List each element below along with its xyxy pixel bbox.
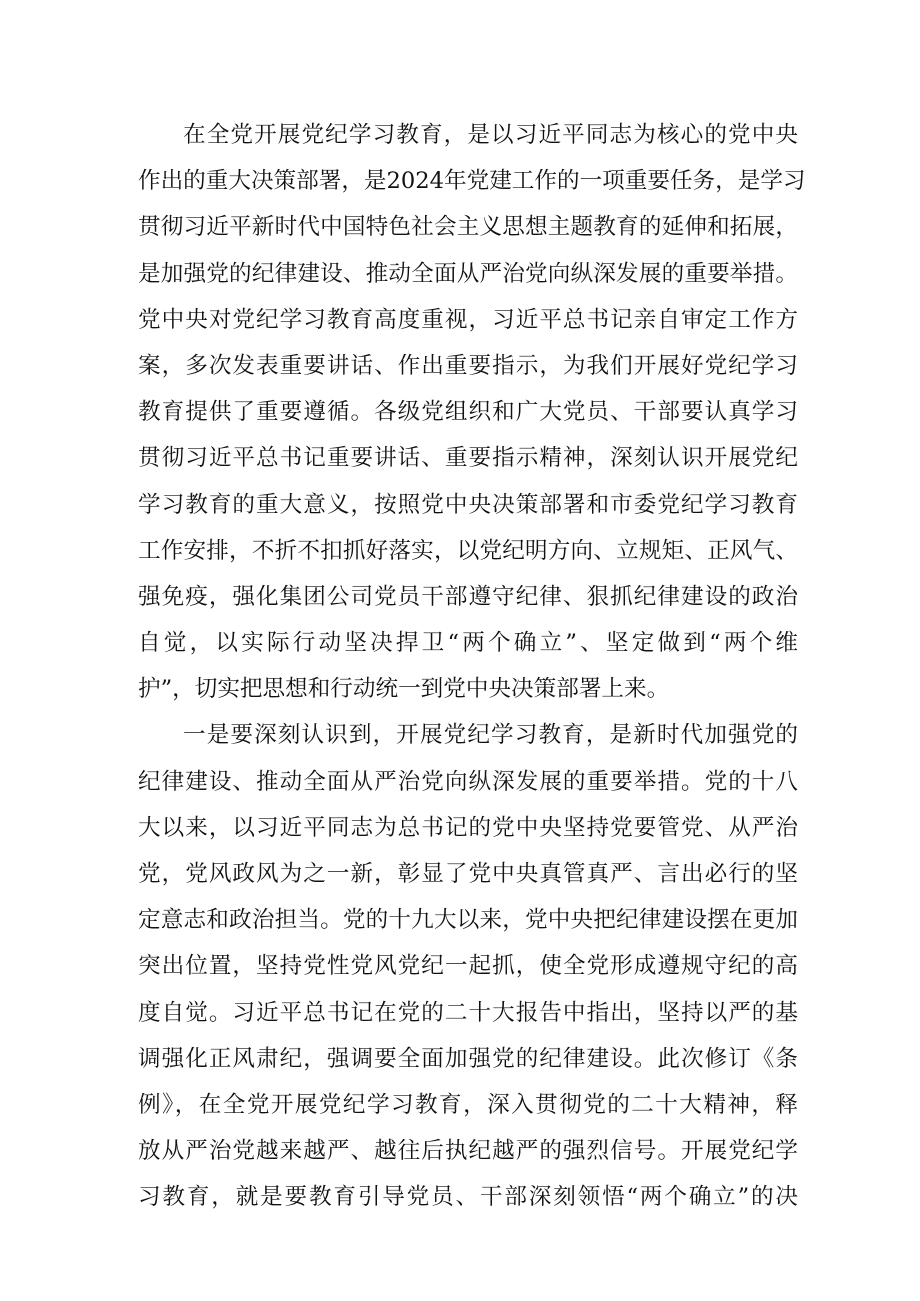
text-line: 教育提供了重要遵循。各级党组织和广大党员、干部要认真学习: [138, 399, 798, 426]
text-line: 在全党开展党纪学习教育，是以习近平同志为核心的党中央: [183, 122, 798, 148]
text-line: 学习教育的重大意义，按照党中央决策部署和市委党纪学习教育: [138, 491, 798, 518]
text-line: 工作安排，不折不扣抓好落实，以党纪明方向、立规矩、正风气、: [138, 537, 798, 564]
text-line: 大以来，以习近平同志为总书记的党中央坚持党要管党、从严治: [138, 814, 798, 841]
text-line: 例》，在全党开展党纪学习教育，深入贯彻党的二十大精神，释: [138, 1091, 798, 1118]
text-line: 自觉，以实际行动坚决捍卫“两个确立”、坚定做到“两个维: [138, 630, 798, 657]
text-line: 案，多次发表重要讲话、作出重要指示，为我们开展好党纪学习: [138, 352, 798, 379]
text-line: 度自觉。习近平总书记在党的二十大报告中指出，坚持以严的基: [138, 999, 798, 1026]
text-line: 突出位置，坚持党性党风党纪一起抓，使全党形成遵规守纪的高: [138, 953, 798, 980]
paragraph-2: [138, 712, 798, 1220]
text-line: 习教育，就是要教育引导党员、干部深刻领悟“两个确立”的决: [138, 1184, 798, 1211]
text-line: 护”，切实把思想和行动统一到党中央决策部署上来。: [138, 676, 670, 703]
text-line: 强免疫，强化集团公司党员干部遵守纪律、狠抓纪律建设的政治: [138, 583, 798, 610]
text-line: 一是要深刻认识到，开展党纪学习教育，是新时代加强党的: [183, 722, 798, 749]
text-line: 党中央对党纪学习教育高度重视，习近平总书记亲自审定工作方: [138, 306, 798, 333]
paragraph-1: [138, 112, 806, 712]
document-body: [138, 112, 806, 1221]
text-line: 贯彻习近平总书记重要讲话、重要指示精神，深刻认识开展党纪: [138, 445, 798, 472]
text-line: 作出的重大决策部署，是2024年党建工作的一项重要任务，是学习: [138, 168, 806, 195]
text-line: 调强化正风肃纪，强调要全面加强党的纪律建设。此次修订《条: [138, 1045, 798, 1072]
text-line: 纪律建设、推动全面从严治党向纵深发展的重要举措。党的十八: [138, 768, 798, 795]
text-line: 贯彻习近平新时代中国特色社会主义思想主题教育的延伸和拓展，: [138, 214, 798, 241]
text-line: 定意志和政治担当。党的十九大以来，党中央把纪律建设摆在更加: [138, 907, 798, 934]
text-line: 是加强党的纪律建设、推动全面从严治党向纵深发展的重要举措。: [138, 260, 798, 287]
text-line: 放从严治党越来越严、越往后执纪越严的强烈信号。开展党纪学: [138, 1138, 798, 1165]
text-line: 党，党风政风为之一新，彰显了党中央真管真严、言出必行的坚: [138, 861, 798, 887]
